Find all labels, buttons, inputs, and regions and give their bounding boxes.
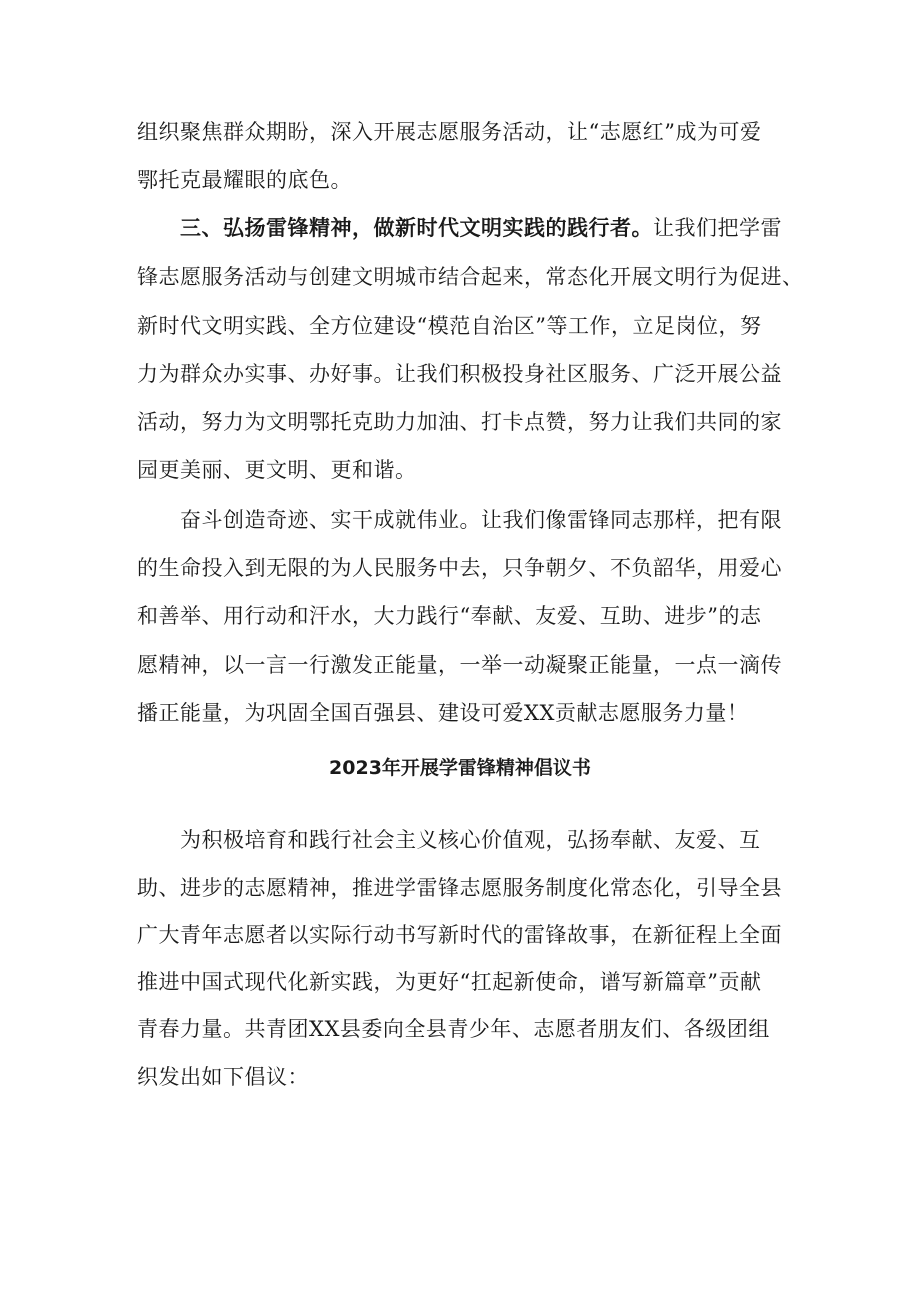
text-run: 让我们把学雷 [653,216,782,240]
text-line: 推进中国式现代化新实践，为更好“扛起新使命，谱写新篇章”贡献 [137,970,762,994]
text-line: 锋志愿服务活动与创建文明城市结合起来，常态化开展文明行为促进、 [137,265,804,289]
text-line: 为积极培育和践行社会主义核心价值观，弘扬奉献、友爱、互 [180,828,761,852]
text-line: 织发出如下倡议： [137,1065,309,1089]
text-line: 鄂托克最耀眼的底色。 [137,168,352,192]
text-line: 的生命投入到无限的为人民服务中去，只争朝夕、不负韶华，用爱心 [137,556,782,580]
text-line [180,213,782,243]
text-line: 广大青年志愿者以实际行动书写新时代的雷锋故事，在新征程上全面 [137,923,782,947]
text-line: 奋斗创造奇迹、实干成就伟业。让我们像雷锋同志那样，把有限 [180,508,782,532]
text-line: 播正能量，为巩固全国百强县、建设可爱XX贡献志愿服务力量！ [137,701,749,725]
text-line: 和善举、用行动和汗水，大力践行“奉献、友爱、互助、进步”的志 [137,604,762,628]
text-line: 活动，努力为文明鄂托克助力加油、打卡点赞，努力让我们共同的家 [137,410,782,434]
text-line: 组织聚焦群众期盼，深入开展志愿服务活动，让“志愿红”成为可爱 [137,120,762,144]
section-heading: 三、弘扬雷锋精神，做新时代文明实践的践行者。 [180,215,653,240]
text-line: 园更美丽、更文明、更和谐。 [137,458,417,482]
document-title: 2023年开展学雷锋精神倡议书 [329,757,591,779]
text-line: 新时代文明实践、全方位建设“模范自治区”等工作，立足岗位，努 [137,314,762,338]
text-line: 助、进步的志愿精神，推进学雷锋志愿服务制度化常态化，引导全县 [137,876,782,900]
text-line: 青春力量。共青团XX县委向全县青少年、志愿者朋友们、各级团组 [137,1017,770,1041]
text-line: 力为群众办实事、办好事。让我们积极投身社区服务、广泛开展公益 [137,362,782,386]
text-line: 愿精神，以一言一行激发正能量，一举一动凝聚正能量，一点一滴传 [137,653,782,677]
